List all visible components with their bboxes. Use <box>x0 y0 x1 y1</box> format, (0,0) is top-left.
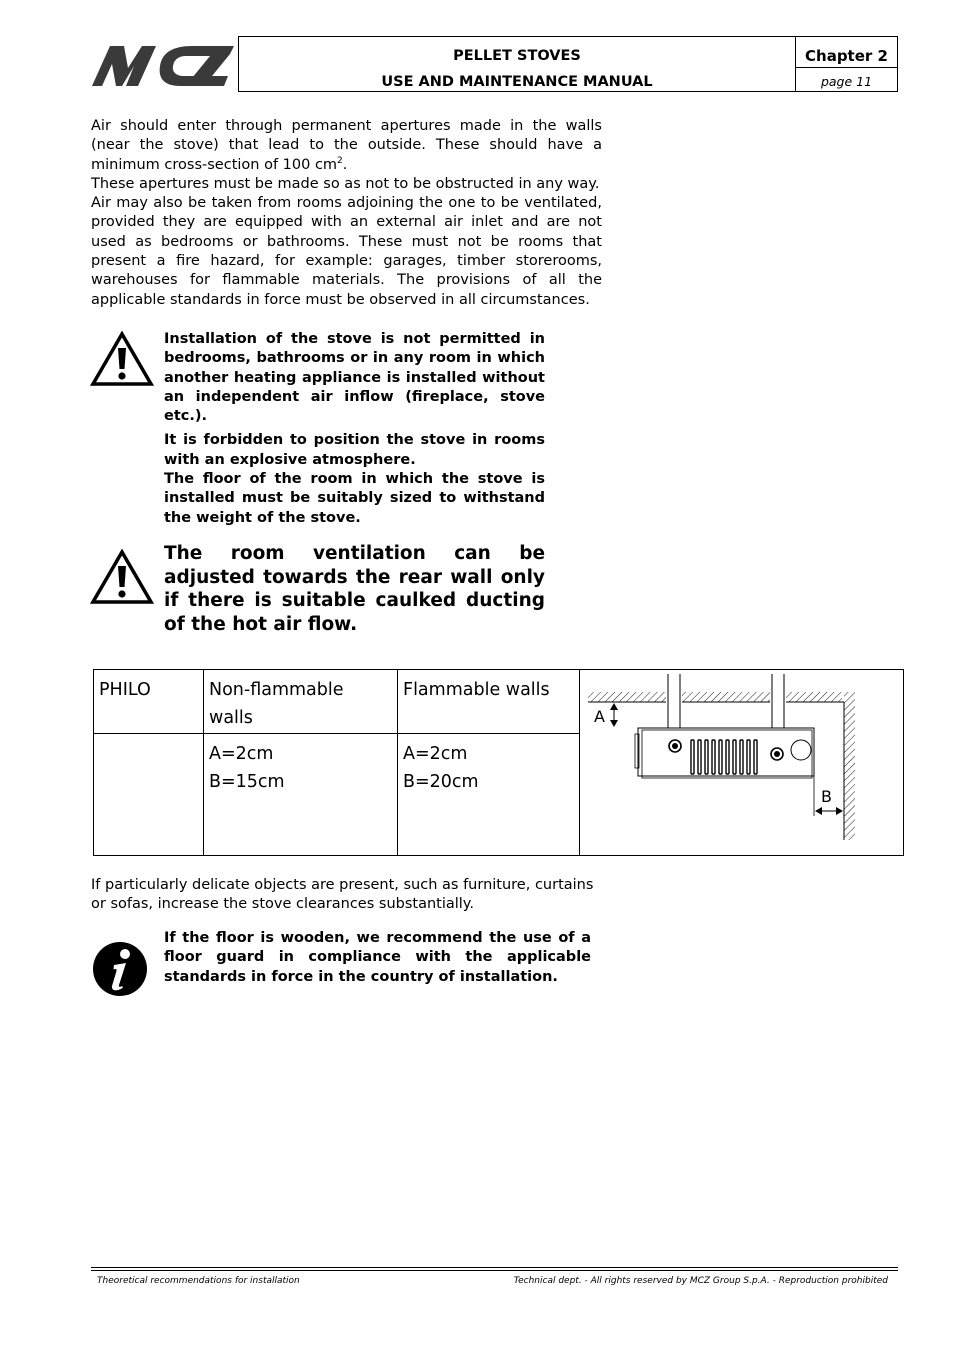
chapter-divider <box>796 67 897 68</box>
model-cell: PHILO <box>94 670 204 734</box>
nonflammable-values-cell <box>204 734 398 856</box>
mcz-logo <box>90 40 236 88</box>
chapter-label: Chapter 2 <box>805 47 888 65</box>
warning-block-1 <box>164 330 545 528</box>
wooden-floor-info: If the floor is wooden, we recommend the use of a floor guard in compliance with the applicable standards in force in the country of installation. <box>164 930 591 985</box>
clearance-diagram <box>580 670 902 846</box>
nonflammable-clearance-b: B=15cm <box>209 772 285 793</box>
header-nonflammable-walls: Non-flammable walls <box>204 670 398 734</box>
nonflammable-clearance-a: A=2cm <box>209 744 274 765</box>
flammable-values-cell <box>398 734 580 856</box>
superscript: 2 <box>337 155 343 166</box>
info-icon <box>92 941 148 997</box>
warning-1-paragraph-2: It is forbidden to position the stove in rooms with an explosive atmosphere. <box>164 432 545 468</box>
diagram-label-b: B <box>821 787 832 806</box>
footer-left-text: Theoretical recommendations for installation <box>97 1276 300 1286</box>
flammable-clearance-b: B=20cm <box>403 772 479 793</box>
intro-text <box>91 117 602 310</box>
header-title-box <box>238 36 795 92</box>
warning-block-2: The room ventilation can be adjusted towards the rear wall only if there is suitable caulked ducting of the hot air flow. <box>164 543 545 635</box>
footer-right-text: Technical dept. - All rights reserved by MCZ Group S.p.A. - Reproduction prohibited <box>513 1276 888 1286</box>
intro-paragraph-3: Air may also be taken from rooms adjoining the one to be ventilated, provided they are equipped with an external air inlet and are not used as bedrooms or bathrooms. These must not be rooms that present a fire hazard, for example: garages, timber storerooms, warehouses for flammable materials. The provisions of all the applicable standards in force must be observed in all circumstances. <box>91 195 602 308</box>
header-title-line1: PELLET STOVES <box>453 48 581 64</box>
intro-paragraph-1: Air should enter through permanent apertures made in the walls (near the stove) that lead to the outside. These should have a minimum cross-section of 100 $cm^2$. <box>91 118 602 173</box>
flammable-clearance-a: A=2cm <box>403 744 468 765</box>
empty-model-cell <box>94 734 204 856</box>
warning-1-paragraph-3: The floor of the room in which the stove is installed must be suitably sized to withstand the weight of the stove. <box>164 471 545 526</box>
header-title-line2: USE AND MAINTENANCE MANUAL <box>381 74 653 90</box>
header-flammable-walls: Flammable walls <box>398 670 580 734</box>
diagram-label-a: A <box>594 707 605 726</box>
intro-paragraph-2: These apertures must be made so as not to be obstructed in any way. <box>91 175 600 192</box>
warning-triangle-icon <box>90 331 154 387</box>
footer-rule <box>91 1270 898 1271</box>
clearance-table <box>93 669 904 856</box>
warning-triangle-icon <box>90 549 154 605</box>
chapter-box <box>795 36 898 92</box>
delicate-objects-note: If particularly delicate objects are present, such as furniture, curtains or sofas, increase the stove clearances substantially. <box>91 877 594 913</box>
footer-rule <box>91 1267 898 1268</box>
warning-1-paragraph-1: Installation of the stove is not permitted in bedrooms, bathrooms or in any room in which another heating appliance is installed without an independent air inflow (fireplace, stove etc.). <box>164 331 545 425</box>
table-header-row <box>94 670 904 734</box>
clearance-diagram-cell <box>580 670 904 856</box>
page-number: page 11 <box>820 74 873 89</box>
